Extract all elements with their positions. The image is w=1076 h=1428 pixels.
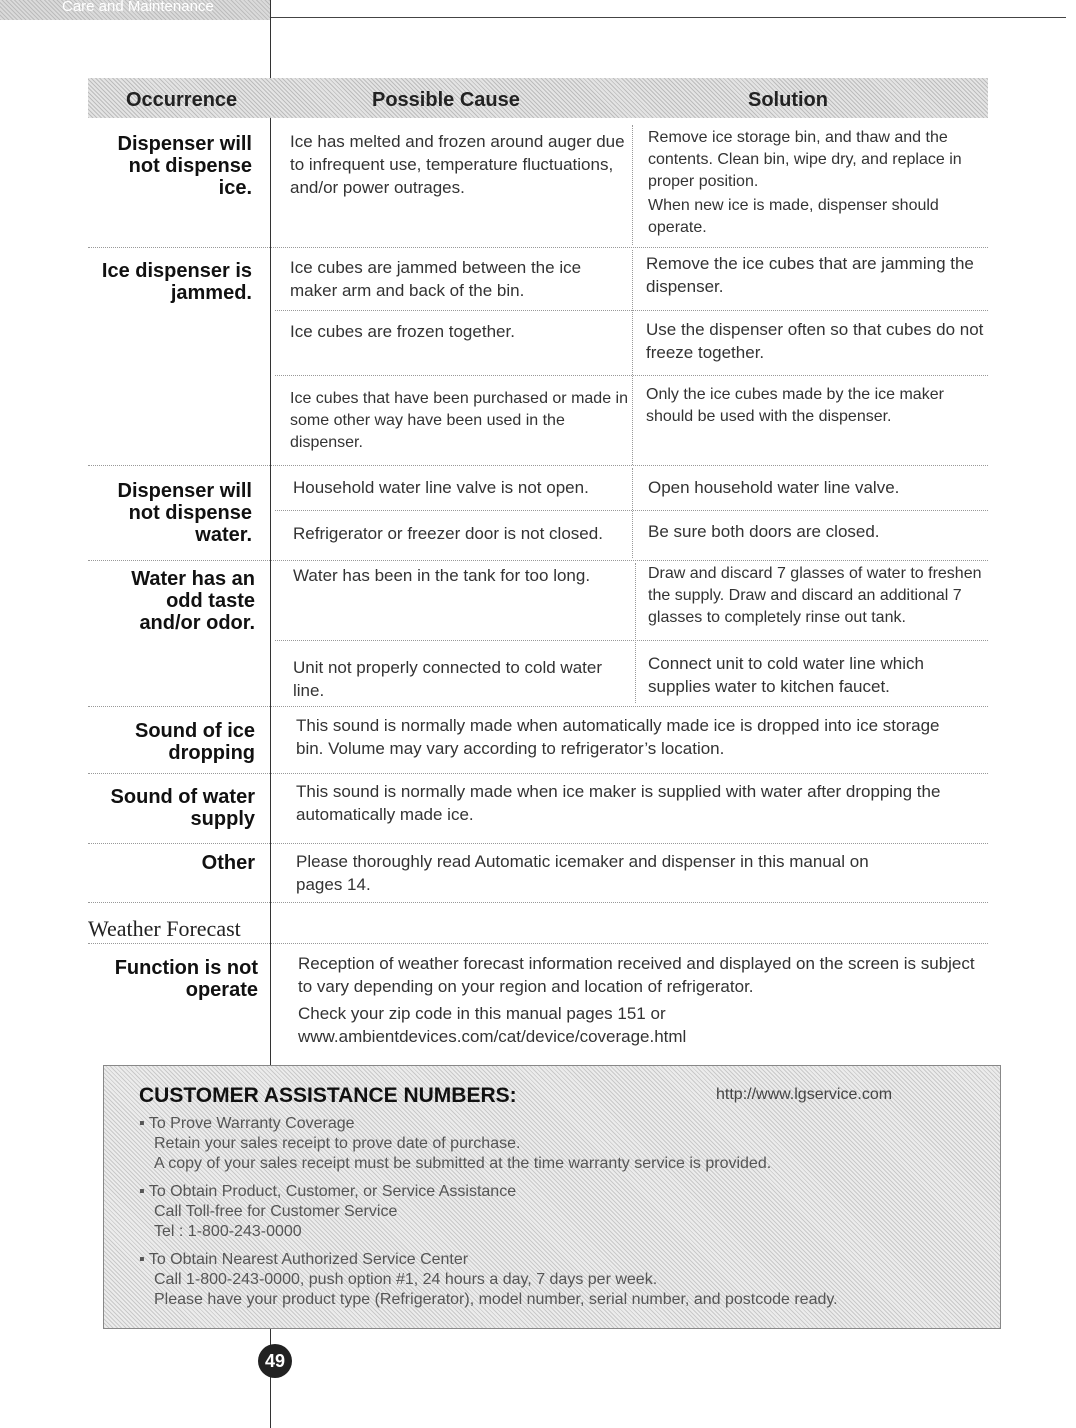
cause-text: Refrigerator or freezer door is not closed. [293,524,603,543]
column-divider-bottom [270,1328,271,1428]
header-rule [270,17,1066,18]
solution-text: Remove the ice cubes that are jamming the dispenser. [646,254,974,296]
cause-text: Household water line valve is not open. [293,478,589,497]
row-divider [88,943,988,944]
col-possible-cause: Possible Cause [372,89,520,111]
assistance-bullet: ▪ To Prove Warranty Coverage [139,1115,355,1132]
row-divider [88,843,988,844]
occurrence-dispenser-ice: Dispenser will not dispense ice. [117,133,252,199]
solution-text: Open household water line valve. [648,478,900,497]
explanation-text: Check your zip code in this manual pages 151 or www.ambientdevices.com/cat/device/coverage.html [298,1004,687,1046]
section-header-tab: Care and Maintenance [0,0,270,20]
occurrence-water-taste: Water has an odd taste and/or odor. [131,568,255,634]
occurrence-other: Other [201,852,255,874]
assistance-line: Retain your sales receipt to prove date of purchase. [154,1135,521,1152]
row-divider [88,560,988,561]
solution-text: Use the dispenser often so that cubes do not freeze together. [646,320,984,362]
row-divider [88,247,988,248]
page-number-badge: 49 [258,1344,292,1378]
weather-forecast-heading: Weather Forecast [88,916,241,941]
occurrence-sound-water: Sound of water supply [110,786,255,830]
assistance-line: A copy of your sales receipt must be submitted at the time warranty service is provided. [154,1155,772,1172]
assistance-bullet: ▪ To Obtain Nearest Authorized Service Center [139,1251,469,1268]
cause-text: Ice cubes are jammed between the ice maker arm and back of the bin. [290,258,582,300]
cause-text: Ice cubes that have been purchased or made in some other way have been used in the dispenser. [290,390,628,451]
solution-text: When new ice is made, dispenser should operate. [648,197,939,236]
explanation-text: This sound is normally made when ice maker is supplied with water after dropping the automatically made ice. [296,782,941,824]
solution-text: Be sure both doors are closed. [648,522,880,541]
cause-text: Ice cubes are frozen together. [290,322,515,341]
occurrence-sound-ice: Sound of ice dropping [135,720,255,764]
assistance-phone: Tel : 1-800-243-0000 [154,1223,302,1240]
assistance-line: Call Toll-free for Customer Service [154,1203,398,1220]
occurrence-weather-function: Function is not operate [114,957,258,1001]
col-occurrence: Occurrence [126,89,238,111]
assistance-title: CUSTOMER ASSISTANCE NUMBERS: [139,1084,517,1107]
cause-text: Ice has melted and frozen around auger due to infrequent use, temperature fluctuations, and/or power outrages. [290,132,625,197]
customer-assistance-box [103,1065,1001,1329]
assistance-line: Please have your product type (Refrigerator), model number, serial number, and postcode ready. [154,1291,838,1308]
explanation-text: Please thoroughly read Automatic icemaker and dispenser in this manual on pages 14. [296,852,869,894]
row-divider [88,465,988,466]
solution-text: Draw and discard 7 glasses of water to freshen the supply. Draw and discard an additional 7 glasses to completely rinse out tank. [648,565,982,626]
row-divider [88,706,988,707]
service-url-link[interactable]: http://www.lgservice.com [716,1086,893,1103]
occurrence-dispenser-jammed: Ice dispenser is jammed. [101,260,252,304]
assistance-bullet: ▪ To Obtain Product, Customer, or Service Assistance [139,1183,517,1200]
column-divider [270,0,271,1065]
row-divider [88,773,988,774]
cause-text: Water has been in the tank for too long. [293,566,591,585]
solution-text: Connect unit to cold water line which supplies water to kitchen faucet. [648,654,924,696]
cause-text: Unit not properly connected to cold water line. [293,658,603,700]
occurrence-dispenser-water: Dispenser will not dispense water. [117,480,252,546]
explanation-text: This sound is normally made when automatically made ice is dropped into ice storage bin. Volume may vary according to refrigerator’s location. [296,716,940,758]
col-solution: Solution [748,89,828,111]
table-column-header [88,78,988,118]
explanation-text: Reception of weather forecast information received and displayed on the screen is subject to vary depending on your region and location of refrigerator. [298,954,975,996]
solution-text: Only the ice cubes made by the ice maker should be used with the dispenser. [646,386,944,425]
row-divider [88,902,988,903]
assistance-line: Call 1-800-243-0000, push option #1, 24 hours a day, 7 days per week. [154,1271,658,1288]
solution-text: Remove ice storage bin, and thaw and the contents. Clean bin, wipe dry, and replace in proper position. [648,129,962,190]
